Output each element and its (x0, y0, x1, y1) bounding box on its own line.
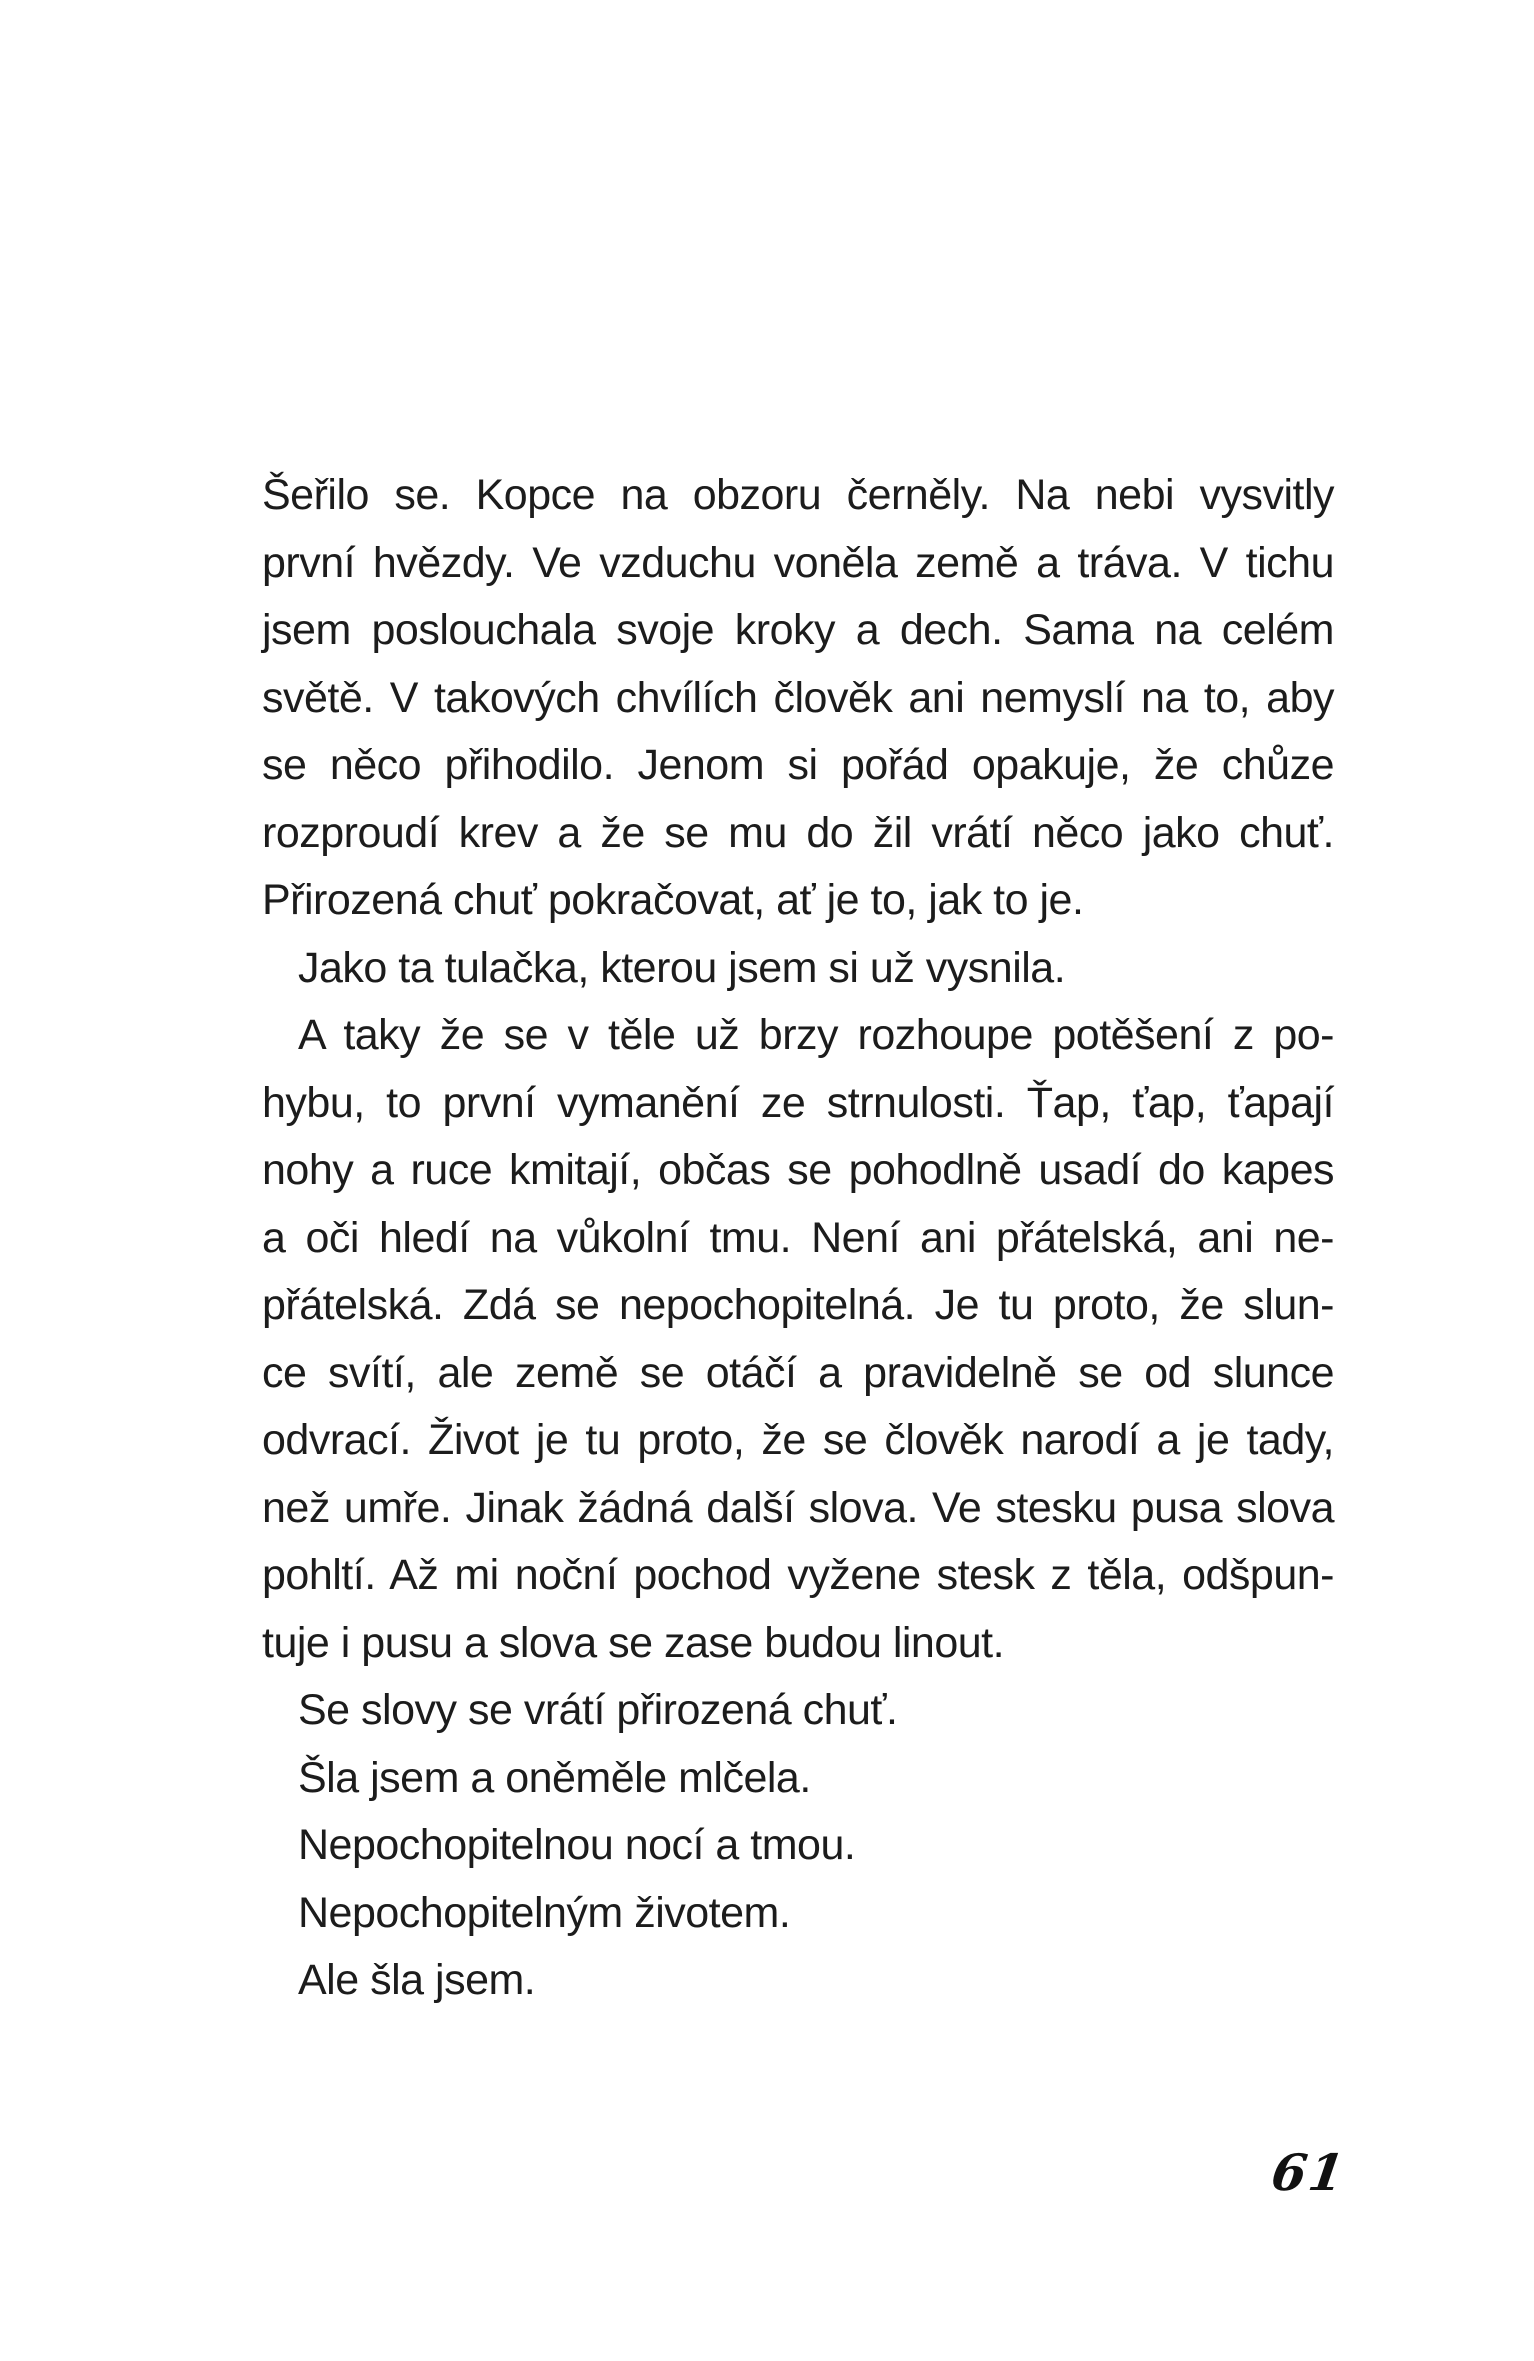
text-line: než umře. Jinak žádná další slova. Ve stesku pusa slova (262, 1483, 1334, 1532)
text-line: tuje i pusu a slova se zase budou linout. (262, 1618, 1005, 1667)
text-line: světě. V takových chvílích člověk ani nemyslí na to, aby (262, 673, 1334, 722)
text-line: a oči hledí na vůkolní tmu. Není ani přátelská, ani ne- (262, 1213, 1334, 1262)
text-line: první hvězdy. Ve vzduchu voněla země a tráva. V tichu (262, 538, 1334, 587)
text-line: Přirozená chuť pokračovat, ať je to, jak to je. (262, 876, 1084, 924)
text-line: Jako ta tulačka, kterou jsem si už vysnila. (298, 943, 1066, 992)
page-number: 61 (1267, 2143, 1350, 2202)
text-line: Se slovy se vrátí přirozená chuť. (298, 1686, 898, 1734)
text-line: přátelská. Zdá se nepochopitelná. Je tu proto, že slun- (262, 1281, 1334, 1329)
body-text (262, 462, 1334, 2015)
text-line: jsem poslouchala svoje kroky a dech. Sama na celém (262, 606, 1334, 654)
text-line: Nepochopitelnou nocí a tmou. (298, 1821, 856, 1869)
text-line: Ale šla jsem. (298, 1956, 536, 2004)
text-line: ce svítí, ale země se otáčí a pravidelně se od slunce (262, 1348, 1334, 1397)
text-line: odvrací. Život je tu proto, že se člověk narodí a je tady, (262, 1416, 1334, 1464)
text-line: Šeřilo se. Kopce na obzoru černěly. Na nebi vysvitly (262, 471, 1334, 519)
text-line: Nepochopitelným životem. (298, 1888, 791, 1937)
text-line: A taky že se v těle už brzy rozhoupe potěšení z po- (298, 1011, 1334, 1059)
text-line: se něco přihodilo. Jenom si pořád opakuje, že chůze (262, 741, 1334, 789)
text-line: hybu, to první vymanění ze strnulosti. Ťap, ťap, ťapají (262, 1078, 1334, 1127)
text-line: nohy a ruce kmitají, občas se pohodlně usadí do kapes (262, 1146, 1334, 1194)
text-line: pohltí. Až mi noční pochod vyžene stesk z těla, odšpun- (262, 1551, 1334, 1599)
text-line: rozproudí krev a že se mu do žil vrátí něco jako chuť. (262, 808, 1334, 857)
text-line: Šla jsem a oněměle mlčela. (298, 1753, 811, 1802)
